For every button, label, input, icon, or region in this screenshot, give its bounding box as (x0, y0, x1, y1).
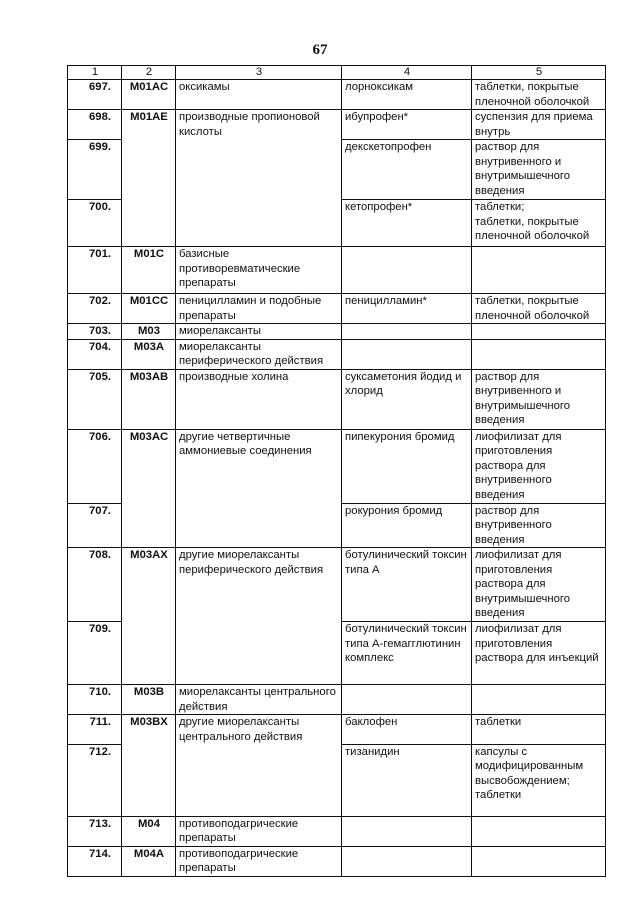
atc-code (122, 200, 176, 247)
dosage-form: раствор для внутривенного и внутримышечного введения (472, 369, 606, 429)
column-header: 2 (122, 66, 176, 80)
dosage-form (472, 846, 606, 876)
drug-name (342, 324, 472, 340)
drug-name: пипекурония бромид (342, 429, 472, 503)
dosage-form: лиофилизат для приготовления раствора для инъекций (472, 622, 606, 685)
atc-code: M03A (122, 339, 176, 369)
table-row (68, 80, 606, 110)
row-number: 697. (68, 80, 122, 110)
table-row (68, 200, 606, 247)
group-name (176, 503, 342, 548)
table-row (68, 503, 606, 548)
dosage-form (472, 816, 606, 846)
atc-code: M01AE (122, 110, 176, 140)
drug-name: рокурония бромид (342, 503, 472, 548)
table-row (68, 816, 606, 846)
dosage-form (472, 339, 606, 369)
row-number: 703. (68, 324, 122, 340)
table-row (68, 294, 606, 324)
table-row (68, 846, 606, 876)
table-row (68, 548, 606, 622)
row-number: 701. (68, 247, 122, 294)
group-name: базисные противоревматические препараты (176, 247, 342, 294)
group-name: другие миорелаксанты периферического действия (176, 548, 342, 622)
group-name (176, 744, 342, 816)
atc-code (122, 744, 176, 816)
row-number: 712. (68, 744, 122, 816)
drug-name: ботулинический токсин типа А (342, 548, 472, 622)
row-number: 702. (68, 294, 122, 324)
drug-table (67, 65, 606, 877)
row-number: 704. (68, 339, 122, 369)
atc-code: M01AC (122, 80, 176, 110)
row-number: 713. (68, 816, 122, 846)
group-name: пеницилламин и подобные препараты (176, 294, 342, 324)
group-name: производные пропионовой кислоты (176, 110, 342, 140)
table-row (68, 429, 606, 503)
dosage-form: лиофилизат для приготовления раствора для внутривенного введения (472, 429, 606, 503)
drug-name: тизанидин (342, 744, 472, 816)
dosage-form (472, 247, 606, 294)
group-name: миорелаксанты периферического действия (176, 339, 342, 369)
drug-name: суксаметония йодид и хлорид (342, 369, 472, 429)
row-number: 711. (68, 715, 122, 745)
column-header: 5 (472, 66, 606, 80)
dosage-form: суспензия для приема внутрь (472, 110, 606, 140)
drug-name: декскетопрофен (342, 140, 472, 200)
row-number: 709. (68, 622, 122, 685)
row-number: 699. (68, 140, 122, 200)
group-name: оксикамы (176, 80, 342, 110)
dosage-form: таблетки, покрытые пленочной оболочкой (472, 80, 606, 110)
group-name: миорелаксанты центрального действия (176, 685, 342, 715)
row-number: 706. (68, 429, 122, 503)
dosage-form: таблетки (472, 715, 606, 745)
group-name (176, 140, 342, 200)
atc-code: M04A (122, 846, 176, 876)
dosage-form: капсулы с модифицированным высвобождением; таблетки (472, 744, 606, 816)
group-name: противоподагрические препараты (176, 816, 342, 846)
dosage-form: таблетки, покрытые пленочной оболочкой (472, 294, 606, 324)
atc-code: M03AC (122, 429, 176, 503)
atc-code: M03AX (122, 548, 176, 622)
row-number: 707. (68, 503, 122, 548)
table-row (68, 247, 606, 294)
drug-name (342, 685, 472, 715)
row-number: 708. (68, 548, 122, 622)
drug-name (342, 816, 472, 846)
atc-code: M03AB (122, 369, 176, 429)
table-row (68, 715, 606, 745)
row-number: 714. (68, 846, 122, 876)
group-name: производные холина (176, 369, 342, 429)
table-row (68, 140, 606, 200)
atc-code (122, 140, 176, 200)
atc-code: M01C (122, 247, 176, 294)
atc-code (122, 622, 176, 685)
drug-name: баклофен (342, 715, 472, 745)
group-name (176, 200, 342, 247)
dosage-form (472, 324, 606, 340)
table-row (68, 369, 606, 429)
dosage-form (472, 685, 606, 715)
row-number: 710. (68, 685, 122, 715)
drug-name (342, 846, 472, 876)
atc-code: M01CC (122, 294, 176, 324)
dosage-form: лиофилизат для приготовления раствора для внутримышечного введения (472, 548, 606, 622)
atc-code: M03BX (122, 715, 176, 745)
dosage-form: раствор для внутривенного и внутримышечного введения (472, 140, 606, 200)
group-name: противоподагрические препараты (176, 846, 342, 876)
column-header: 3 (176, 66, 342, 80)
drug-name: пеницилламин* (342, 294, 472, 324)
column-header: 4 (342, 66, 472, 80)
table-row (68, 324, 606, 340)
group-name: другие миорелаксанты центрального действия (176, 715, 342, 745)
header-row (68, 66, 606, 80)
group-name: другие четвертичные аммониевые соединения (176, 429, 342, 503)
group-name (176, 622, 342, 685)
row-number: 698. (68, 110, 122, 140)
drug-name (342, 247, 472, 294)
drug-name (342, 339, 472, 369)
drug-name: кетопрофен* (342, 200, 472, 247)
drug-name: ибупрофен* (342, 110, 472, 140)
atc-code: M04 (122, 816, 176, 846)
page-number: 67 (312, 42, 328, 58)
table-row (68, 622, 606, 685)
dosage-form: раствор для внутривенного введения (472, 503, 606, 548)
drug-name: ботулинический токсин типа А-гемагглютинин комплекс (342, 622, 472, 685)
drug-name: лорноксикам (342, 80, 472, 110)
atc-code: M03 (122, 324, 176, 340)
table-row (68, 339, 606, 369)
atc-code (122, 503, 176, 548)
column-header: 1 (68, 66, 122, 80)
dosage-form: таблетки; таблетки, покрытые пленочной оболочкой (472, 200, 606, 247)
row-number: 705. (68, 369, 122, 429)
atc-code: M03B (122, 685, 176, 715)
table-row (68, 744, 606, 816)
group-name: миорелаксанты (176, 324, 342, 340)
row-number: 700. (68, 200, 122, 247)
table-row (68, 685, 606, 715)
table-body (68, 80, 606, 877)
table-row (68, 110, 606, 140)
